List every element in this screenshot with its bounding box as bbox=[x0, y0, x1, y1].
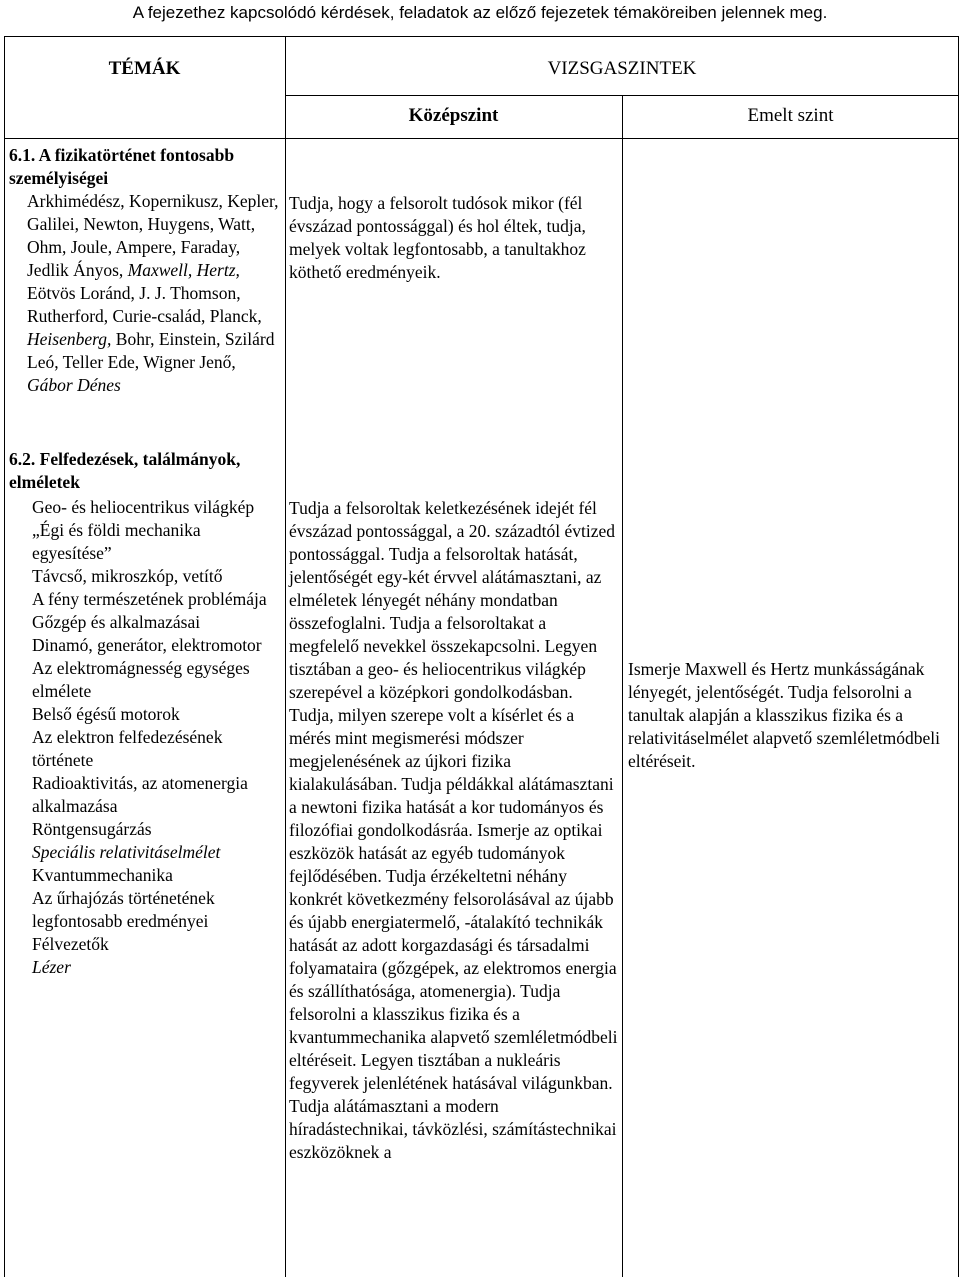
list-item: Lézer bbox=[32, 957, 71, 977]
list-item: Az űrhajózás történetének legfontosabb eredményei bbox=[32, 888, 215, 931]
section-1-kozepszint: Tudja, hogy a felsorolt tudósok mikor (fél évszázad pontossággal) és hol éltek, tudja, melyek voltak legfontosabb, a tanultakhoz köthető eredményeik. bbox=[289, 193, 586, 282]
header-bottom-border bbox=[4, 138, 959, 139]
list-item: „Égi és földi mechanika egyesítése” bbox=[32, 520, 201, 563]
col-divider-1 bbox=[285, 36, 286, 1277]
intro-note: A fejezethez kapcsolódó kérdések, feladatok az előző fejezetek témaköreiben jelennek meg. bbox=[132, 3, 828, 22]
section-1-topics bbox=[9, 144, 284, 397]
list-item: Geo- és heliocentrikus világkép bbox=[32, 497, 255, 517]
list-item: Röntgensugárzás bbox=[32, 819, 152, 839]
list-item: Távcső, mikroszkóp, vetítő bbox=[32, 566, 223, 586]
names-part-2: Eötvös Loránd, J. J. Thomson, Rutherford, Curie-család, Planck, bbox=[27, 283, 262, 326]
list-item: Gőzgép és alkalmazásai bbox=[32, 612, 201, 632]
names-part-1: Arkhimédész, Kopernikusz, Kepler, Galilei, Newton, Huygens, Watt, Ohm, Joule, Ampere, Faraday, Jedlik Ányos, bbox=[27, 191, 279, 280]
header-emelt-szint: Emelt szint bbox=[747, 105, 834, 126]
list-item: Belső égésű motorok bbox=[32, 704, 180, 724]
table-right-border bbox=[958, 36, 959, 1277]
table-left-border bbox=[4, 36, 5, 1277]
list-item: Dinamó, generátor, elektromotor bbox=[32, 635, 262, 655]
col-divider-2 bbox=[622, 95, 623, 1277]
section-2-topics bbox=[9, 448, 284, 979]
names-italic-2: Heisenberg, bbox=[27, 329, 112, 349]
section-1-names bbox=[9, 190, 284, 397]
names-part-3: Bohr, Einstein, Szilárd Leó, Teller Ede, Wigner Jenő, bbox=[27, 329, 275, 372]
section-2-kozepszint: Tudja a felsoroltak keletkezésének idejét fél évszázad pontossággal, a 20. századtól évtized pontossággal. Tudja a felsoroltak hatását, jelentőségét egy-két érvvel alátámasztani, az elméletek lényegét néhány mondatban összefoglalni. Tudja a felsoroltakat a megfelelő nevekkel összekapcsolni. Legyen tisztában a geo- és heliocentrikus világkép szerepével a középkori gondolkodásban. Tudja, milyen szerepe volt a kísérlet és a mérés mint megismerési módszer megjelenésének az újkori fizika kialakulásában. Tudja példákkal alátámasztani a newtoni fizika hatását a kor tudományos és filozófiai gondolkodásráa. Ismerje az optikai eszközök hatását az egyéb tudományok fejlődésében. Tudja érzékeltetni néhány konkrét következmény felsorolásával az újabb és újabb energiatermelő, -átalakító technikák hatását az adott korgazdasági és társadalmi folyamataira (gőzgépek, az elektromos energia és szállíthatósága, atomenergia). Tudja felsorolni a klasszikus fizika és a kvantummechanika alapvető szemléletmódbeli eltéréseit. Legyen tisztában a nukleáris fegyverek jelenlétének hatásával világunkban. Tudja alátámasztani a modern híradástechnikai, távközlési, számítástechnikai eszközöknek a bbox=[289, 498, 618, 1162]
list-item: Radioaktivitás, az atomenergia alkalmazása bbox=[32, 773, 248, 816]
list-item: Az elektromágnesség egységes elmélete bbox=[32, 658, 250, 701]
header-vizsgaszintek: VIZSGASZINTEK bbox=[547, 58, 697, 79]
section-1-heading: 6.1. A fizikatörténet fontosabb személyiségei bbox=[9, 145, 235, 188]
section-2-list bbox=[9, 496, 284, 979]
names-italic-3: Gábor Dénes bbox=[27, 375, 121, 395]
header-temak: TÉMÁK bbox=[108, 58, 181, 79]
list-item: Az elektron felfedezésének története bbox=[32, 727, 223, 770]
header-kozepszint: Középszint bbox=[408, 105, 499, 126]
section-2-emelt-szint: Ismerje Maxwell és Hertz munkásságának lényegét, jelentőségét. Tudja felsorolni a tanultak alapján a klasszikus fizika és a relativitáselmélet alapvető szemléletmódbeli eltéréseit. bbox=[628, 659, 940, 771]
list-item: A fény természetének problémája bbox=[32, 589, 267, 609]
section-2-heading: 6.2. Felfedezések, találmányok, elméletek bbox=[9, 449, 241, 492]
list-item: Speciális relativitáselmélet bbox=[32, 842, 221, 862]
list-item: Félvezetők bbox=[32, 934, 109, 954]
list-item: Kvantummechanika bbox=[32, 865, 173, 885]
names-italic-1: Maxwell, Hertz, bbox=[127, 260, 240, 280]
table-top-border bbox=[4, 36, 959, 37]
